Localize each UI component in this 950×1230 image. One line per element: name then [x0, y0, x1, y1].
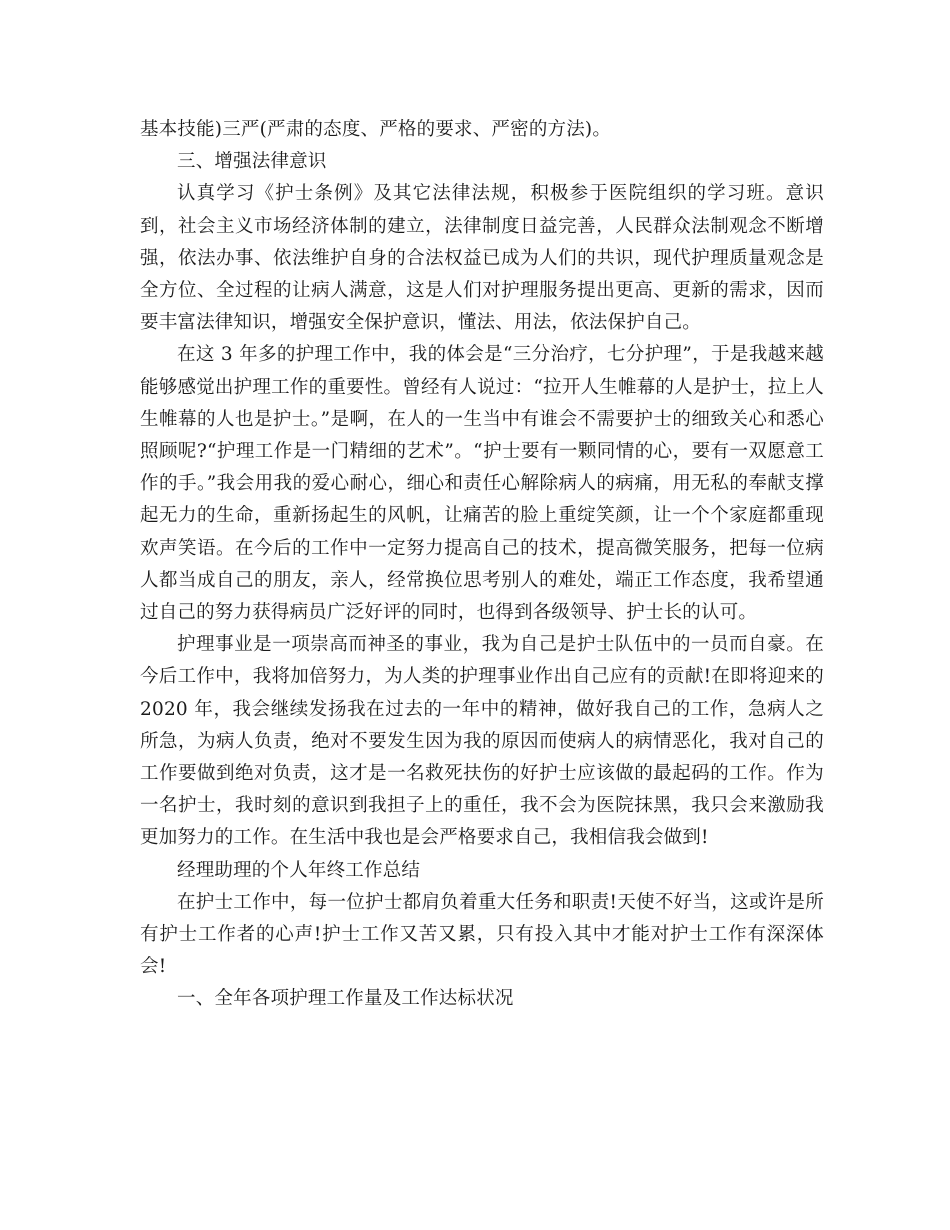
document-body	[140, 114, 824, 1016]
paragraph-nursing-experience: 在这 3 年多的护理工作中，我的体会是“三分治疗，七分护理”，于是我越来越能够感觉出护理工作的重要性。曾经有人说过：“拉开人生帷幕的人是护士，拉上人生帷幕的人也是护士。”是啊，在人的一生当中有谁会不需要护士的细致关心和悉心照顾呢?“护理工作是一门精细的艺术”。“护士要有一颗同情的心，要有一双愿意工作的手。”我会用我的爱心耐心，细心和责任心解除病人的病痛，用无私的奉献支撑起无力的生命，重新扬起生的风帆，让痛苦的脸上重绽笑颜，让一个个家庭都重现欢声笑语。在今后的工作中一定努力提高自己的技术，提高微笑服务，把每一位病人都当成自己的朋友，亲人，经常换位思考别人的难处，端正工作态度，我希望通过自己的努力获得病员广泛好评的同时，也得到各级领导、护士长的认可。	[140, 344, 824, 624]
paragraph-nurse-duties: 在护士工作中，每一位护士都肩负着重大任务和职责!天使不好当，这或许是所有护士工作者的心声!护士工作又苦又累，只有投入其中才能对护士工作有深深体会!	[140, 891, 824, 978]
paragraph-continuation: 基本技能)三严(严肃的态度、严格的要求、严密的方法)。	[140, 119, 612, 140]
paragraph-legal-study: 认真学习《护士条例》及其它法律法规，积极参于医院组织的学习班。意识到，社会主义市场经济体制的建立，法律制度日益完善，人民群众法制观念不断增强，依法办事、依法维护自身的合法权益已成为人们的共识，现代护理质量观念是全方位、全过程的让病人满意，这是人们对护理服务提出更高、更新的需求，因而要丰富法律知识，增强安全保护意识，懂法、用法，依法保护自己。	[140, 183, 824, 334]
section-heading-workload: 一、全年各项护理工作量及工作达标状况	[177, 988, 514, 1010]
document-title-manager-assistant-summary: 经理助理的个人年终工作总结	[177, 859, 421, 881]
section-heading-legal-awareness: 三、增强法律意识	[177, 151, 327, 173]
paragraph-nursing-career: 护理事业是一项崇高而神圣的事业，我为自己是护士队伍中的一员而自豪。在今后工作中，我将加倍努力，为人类的护理事业作出自己应有的贡献!在即将迎来的 2020 年，我会继续发扬我在过去的一年中的精神，做好我自己的工作，急病人之所急，为病人负责，绝对不要发生因为我的原因而使病人的病情恶化，我对自己的工作要做到绝对负责，这才是一名救死扶伤的好护士应该做的最起码的工作。作为一名护士，我时刻的意识到我担子上的重任，我不会为医院抹黑，我只会来激励我更加努力的工作。在生活中我也是会严格要求自己，我相信我会做到!	[140, 634, 824, 849]
